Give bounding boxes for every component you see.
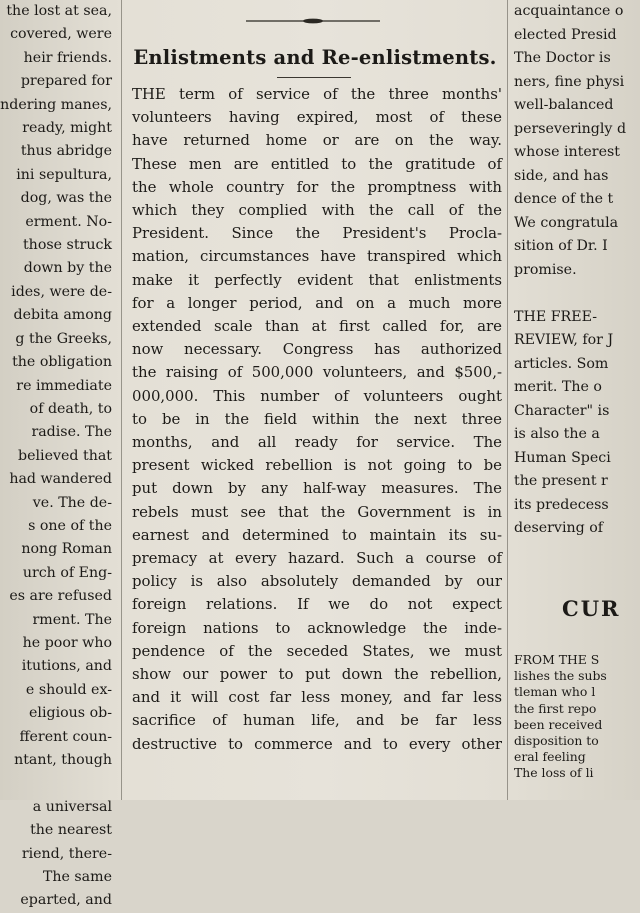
right-column-text: [510, 0, 640, 541]
text-line: acquaintance o: [514, 3, 624, 19]
text-line: destructive to commerce and to every other: [132, 734, 502, 753]
column-rule-left: [121, 0, 122, 800]
text-line: show our power to put down the rebellion,: [132, 665, 502, 684]
text-line: ides, were de-: [11, 283, 112, 300]
text-line: a universal: [32, 798, 112, 815]
text-line: urch of Eng-: [22, 564, 112, 581]
text-line: Human Speci: [514, 449, 611, 466]
text-line: g the Greeks,: [15, 330, 112, 347]
text-line: President. Since the President's Procla-: [132, 224, 502, 243]
text-line: REVIEW, for J: [514, 332, 614, 348]
text-line: ini sepultura,: [16, 166, 112, 183]
text-line: down by the: [23, 260, 112, 277]
text-line: the nearest: [30, 822, 112, 839]
text-line: e should ex-: [25, 681, 112, 698]
text-line: ners, fine physi: [514, 73, 625, 90]
text-line: We congratula: [514, 214, 619, 231]
text-line: put down by any half-way measures. The: [132, 479, 502, 498]
article-body: [132, 83, 502, 756]
text-line: riend, there-: [21, 845, 112, 862]
text-line: THE FREE-: [514, 308, 597, 325]
text-line: months, and all ready for service. The: [132, 433, 502, 452]
text-line: make it perfectly evident that enlistments: [132, 270, 502, 289]
text-line: present wicked rebellion is not going to be: [132, 456, 502, 475]
text-line: covered, were: [10, 26, 112, 43]
text-line: the present r: [514, 473, 608, 489]
left-column: [0, 0, 118, 909]
text-line: The same: [42, 869, 112, 886]
text-line: eral feeling: [514, 749, 586, 765]
text-line: rment. The: [32, 611, 112, 628]
text-line: earnest and determined to maintain its su-: [132, 525, 502, 544]
text-line: for a longer period, and on a much more: [132, 293, 502, 312]
text-line: the whole country for the promptness with: [132, 177, 502, 196]
text-line: rebels must see that the Government is in: [132, 502, 502, 521]
text-line: sacrifice of human life, and be far less: [132, 711, 502, 730]
text-line: he poor who: [22, 634, 112, 651]
text-line: pendence of the seceded States, we must: [132, 641, 502, 660]
left-column-text: [0, 0, 112, 913]
text-line: to be in the field within the next three: [132, 409, 502, 428]
text-line: foreign relations. If we do not expect: [132, 595, 502, 614]
text-line: [0, 772, 112, 795]
text-line: elected Presid: [514, 26, 617, 43]
column-rule-right: [507, 0, 508, 800]
text-line: the first repo: [514, 700, 597, 716]
text-line: sition of Dr. I: [514, 238, 608, 254]
text-line: is also the a: [514, 426, 600, 442]
text-line: side, and has: [514, 167, 609, 184]
text-line: now necessary. Congress has authorized: [132, 340, 502, 359]
text-line: perseveringly d: [514, 120, 627, 137]
text-line: had wandered: [9, 471, 112, 488]
text-line: The Doctor is: [514, 50, 611, 66]
text-line: THE term of service of the three months': [132, 85, 502, 103]
text-line: ready, might: [22, 120, 112, 137]
text-line: articles. Som: [514, 355, 609, 372]
article-column: [124, 0, 506, 800]
right-column-lower-text: [510, 652, 640, 782]
text-line: fferent coun-: [19, 728, 112, 745]
text-line: These men are entitled to the gratitude of: [132, 154, 502, 173]
text-line: s one of the: [28, 517, 112, 534]
text-line: well-balanced: [514, 97, 614, 113]
text-line: have returned home or are on the way.: [132, 131, 502, 150]
text-line: erment. No-: [25, 213, 112, 230]
right-column-heading: CUR: [562, 596, 621, 621]
text-line: radise. The: [31, 424, 112, 441]
text-line: FROM THE S: [514, 652, 600, 667]
text-line: lishes the subs: [514, 668, 607, 684]
text-line: thus abridge: [20, 143, 112, 160]
text-line: merit. The o: [514, 379, 602, 395]
text-line: The loss of li: [514, 765, 594, 781]
text-line: deserving of: [514, 520, 604, 536]
text-line: Character" is: [514, 402, 610, 419]
text-line: disposition to: [514, 733, 599, 749]
right-column: [510, 0, 640, 800]
text-line: debita among: [13, 307, 112, 324]
text-line: whose interest: [514, 144, 620, 160]
text-line: which they complied with the call of the: [132, 201, 502, 220]
text-line: mation, circumstances have transpired which: [132, 247, 502, 266]
text-line: the lost at sea,: [6, 3, 112, 19]
article-headline: Enlistments and Re-enlistments.: [133, 46, 497, 69]
text-line: prepared for: [20, 73, 112, 90]
text-line: [514, 282, 640, 306]
text-line: promise.: [514, 261, 577, 278]
text-line: ve. The de-: [32, 494, 112, 511]
text-line: re immediate: [16, 377, 112, 394]
text-line: volunteers having expired, most of these: [132, 108, 502, 127]
text-line: foreign nations to acknowledge the inde-: [132, 618, 502, 637]
text-line: heir friends.: [23, 49, 112, 66]
headline-rule: [277, 77, 351, 78]
text-line: es are refused: [9, 588, 112, 605]
text-line: premacy at every hazard. Such a course of: [132, 549, 502, 568]
text-line: nong Roman: [21, 541, 112, 558]
text-line: extended scale than at first called for, are: [132, 317, 502, 336]
text-line: believed that: [18, 447, 112, 464]
text-line: dence of the t: [514, 191, 614, 207]
text-line: been received: [514, 716, 603, 732]
text-line: of death, to: [29, 400, 112, 417]
text-line: policy is also absolutely demanded by our: [132, 572, 502, 591]
text-line: itutions, and: [21, 658, 112, 675]
ornament-rule-icon: [246, 16, 380, 26]
text-line: 000,000. This number of volunteers ought: [132, 386, 502, 405]
text-line: eparted, and: [20, 892, 112, 909]
text-line: the raising of 500,000 volunteers, and $500,-: [132, 363, 502, 382]
text-line: and it will cost far less money, and far less: [132, 688, 502, 707]
text-line: ndering manes,: [0, 96, 112, 113]
text-line: its predecess: [514, 496, 609, 513]
text-line: the obligation: [12, 354, 112, 371]
text-line: eligious ob-: [29, 705, 112, 722]
text-line: those struck: [22, 237, 112, 254]
text-line: dog, was the: [20, 190, 112, 207]
text-line: tleman who l: [514, 684, 596, 700]
text-line: ntant, though: [14, 752, 112, 768]
